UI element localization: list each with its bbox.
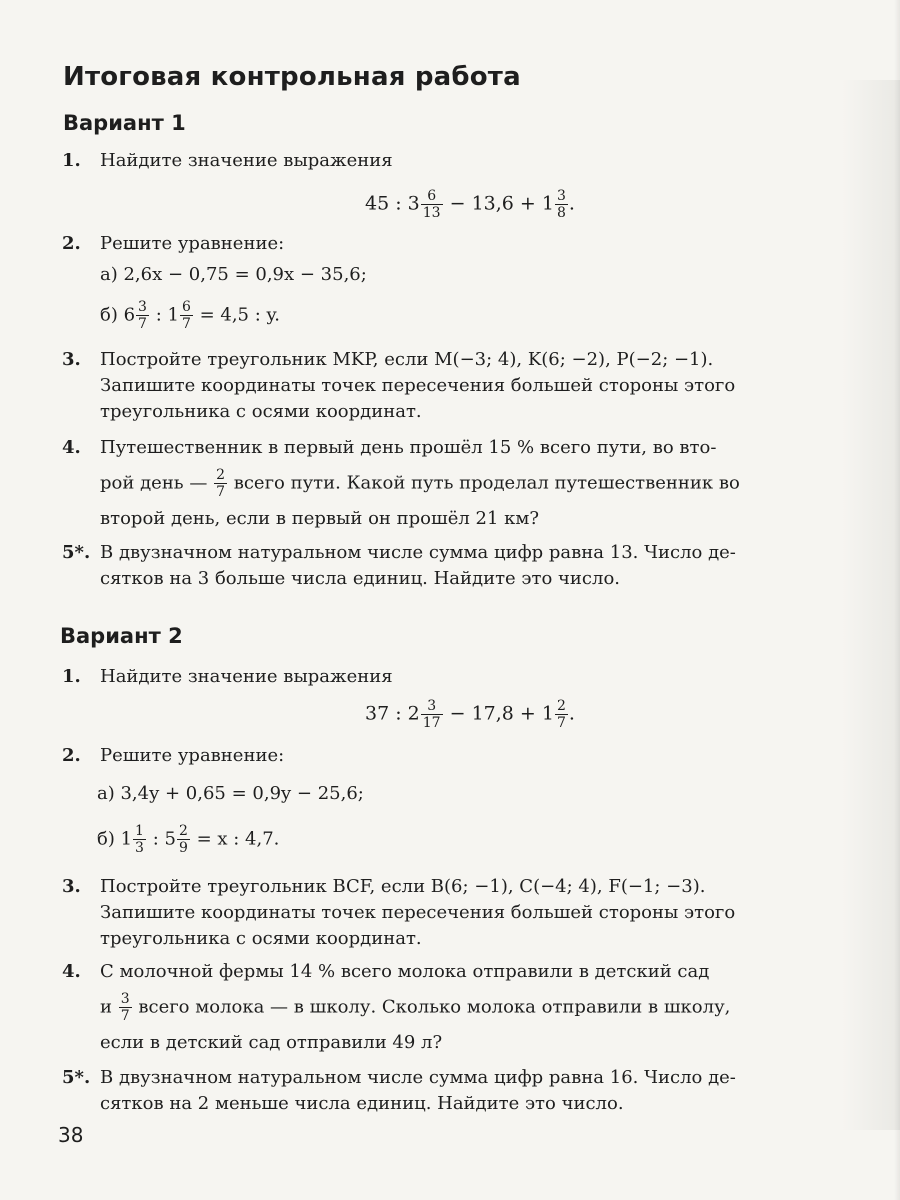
fraction: $\frac{3}{7}$ <box>138 299 147 332</box>
v1-task-2a: а) 2,6x − 0,75 = 0,9x − 35,6; <box>100 264 367 285</box>
v2-task-1 <box>62 664 846 690</box>
fraction: $\frac{2}{7}$ <box>557 698 566 731</box>
v1-task-4: 4. Путешественник в первый день прошёл 15 % всего пути, во вто- рой день — $\frac{2}{7}$ всего пути. Какой путь проделал путешественник во второй день, если в первый он прошёл 21 км? <box>62 437 740 529</box>
page-edge-shading <box>842 80 900 1130</box>
v2-task-2a: а) 3,4y + 0,65 = 0,9y − 25,6; <box>97 783 364 804</box>
task-number: 5*. <box>62 1067 91 1088</box>
v2-task-3: 3. Постройте треугольник BCF, если B(6; −1), C(−4; 4), F(−1; −3). Запишите координаты точек пересечения большей стороны этого треугольника с осями координат. <box>62 876 736 949</box>
fraction: $\frac{2}{9}$ <box>178 823 188 856</box>
task-text: Решите уравнение: <box>100 745 285 766</box>
v1-task-3: 3. Постройте треугольник MKP, если M(−3; 4), K(6; −2), P(−2; −1). Запишите координаты точек пересечения большей стороны этого треугольника с осями координат. <box>62 349 736 422</box>
fraction: $\frac{1}{3}$ <box>135 823 144 856</box>
v1-task-1 <box>62 148 846 174</box>
variant-1-heading: Вариант 1 <box>63 111 186 135</box>
fraction: $\frac{3}{17}$ <box>422 698 441 731</box>
v2-task-2b: б) 1 $\frac{1}{3}$ : 5 $\frac{2}{9}$ = x : 4,7. <box>97 823 280 856</box>
task-number: 1. <box>62 150 81 171</box>
fraction: $\frac{3}{8}$ <box>557 188 566 221</box>
v1-task-2b: б) 6 $\frac{3}{7}$ : 1 $\frac{6}{7}$ = 4,5 : y. <box>100 299 281 332</box>
v1-task-5: 5*. В двузначном натуральном числе сумма цифр равна 13. Число де- сятков на 3 больше числа единиц. Найдите это число. <box>62 542 736 589</box>
v2-task-2 <box>62 743 846 769</box>
v1-task-2 <box>62 231 846 257</box>
v1-task-1-expression: 45 : 3 $\frac{6}{13}$ − 13,6 + 1 $\frac{3}{8}$ . <box>365 188 575 221</box>
task-text: Найдите значение выражения <box>100 150 393 171</box>
page-title: Итоговая контрольная работа <box>63 62 521 92</box>
variant-2-heading: Вариант 2 <box>60 624 183 648</box>
fraction: $\frac{3}{7}$ <box>120 991 130 1024</box>
v2-task-1-expression: 37 : 2 $\frac{3}{17}$ − 17,8 + 1 $\frac{2}{7}$ . <box>365 698 575 731</box>
task-number: 2. <box>62 745 81 766</box>
fraction: $\frac{6}{13}$ <box>422 188 441 221</box>
task-number: 5*. <box>62 542 91 563</box>
fraction: $\frac{2}{7}$ <box>216 467 225 500</box>
task-number: 1. <box>62 666 81 687</box>
task-text: Решите уравнение: <box>100 233 285 254</box>
task-text: Найдите значение выражения <box>100 666 393 687</box>
task-number: 3. <box>62 349 81 370</box>
task-number: 2. <box>62 233 81 254</box>
v2-task-4: 4. С молочной фермы 14 % всего молока отправили в детский сад и $\frac{3}{7}$ всего молока — в школу. Сколько молока отправили в школу, если в детский сад отправили 49 л? <box>62 961 731 1053</box>
task-number: 4. <box>62 961 81 982</box>
page-edge-shadow <box>894 0 900 1200</box>
v2-task-5: 5*. В двузначном натуральном числе сумма цифр равна 16. Число де- сятков на 2 меньше числа единиц. Найдите это число. <box>62 1067 736 1114</box>
task-number: 4. <box>62 437 81 458</box>
fraction: $\frac{6}{7}$ <box>181 299 191 332</box>
task-number: 3. <box>62 876 81 897</box>
page-number: 38 <box>58 1123 84 1147</box>
